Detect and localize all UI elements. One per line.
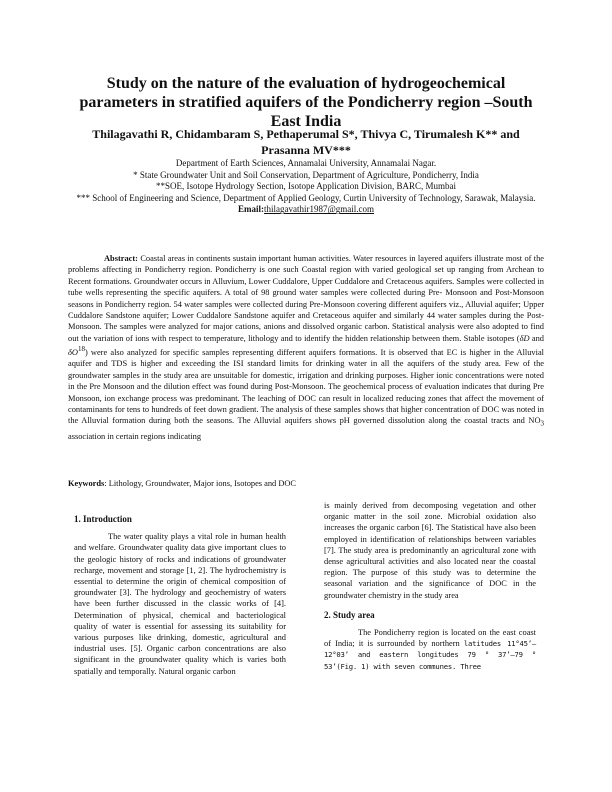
keywords	[68, 478, 544, 489]
delta-o-symbol: δO	[68, 348, 78, 358]
study-area-coordinates: latitudes 11°45’–12°03’ and eastern longitudes 79 ° 37’–79 ° 53’(Fig. 1) with seven communes. Three	[324, 639, 536, 671]
keywords-label: Keywords	[68, 479, 105, 488]
introduction-paragraph-2: is mainly derived from decomposing vegetation and other organic matter in the soil zone. Microbial oxidation also increases the organic carbon [6]. The Statistical have also been employed in identification of relationships between variables [7]. The study area is predominantly an agricultural zone with dense agricultural activities and also located near the coastal region. The purpose of this study was to determine the seasonal variation and the significance of DOC in the groundwater chemistry in the study area	[324, 501, 536, 600]
paper-title: Study on the nature of the evaluation of hydrogeochemical parameters in stratified aquifers of the Pondicherry region –South East India	[79, 75, 533, 130]
keywords-text: : Lithology, Groundwater, Major ions, Isotopes and DOC	[104, 479, 297, 488]
study-area-heading: 2. Study area	[324, 609, 375, 620]
abstract-text-1: Coastal areas in continents sustain important human activities. Water resources in layered aquifers illustrate most of the problems affecting in Pondicherry region. Pondicherry is one such Coastal region with varied geological set up ranging from Archean to Recent formations. Groundwater occurs in Alluvium, Lower Cuddalore, Upper Cuddalore and Cretaceous aquifers. Samples were collected in tube wells representing the specific aquifers. A total of 98 ground water samples were collected during Pre- Monsoon and Post-Monsoon seasons in Pondicherry region. 54 water samples were collected during Pre-Monsoon covering different aquifers viz., Alluvial aquifer; Upper Cuddalore Sandstone aquifer; Lower Cuddalore Sandstone aquifer and Cretaceous aquifer and similarly 44 water samples during the Post-Monsoon. The samples were analyzed for major cations, anions and dissolved organic carbon. Statistical analysis were also adopted to find out the variation of ions with respect to temperature, lithology and to identify the hidden relationship between them. Stable isotopes (	[68, 254, 544, 343]
left-column	[74, 514, 286, 677]
nitrate-subscript: 3	[540, 420, 544, 429]
abstract	[68, 253, 544, 442]
introduction-heading: 1. Introduction	[74, 514, 132, 524]
right-column	[324, 500, 536, 672]
abstract-and: and	[529, 333, 544, 343]
abstract-text-2: ) were also analyzed for specific samples representing different aquifers formations. It is observed that EC is higher in the Alluvial aquifer and TDS is higher and exceeding the ISI standard limits for drinking water in all the aquifers of the study area. Few of the groundwater samples in the study area are unsuitable for domestic, irrigation and drinking purposes. Higher ionic concentrations were noted in the Pre Monsoon and the dilution effect was found during Post-Monsoon. The geochemical process of evaluation indicates that during Pre Monsoon, ion exchange process was predominant. The leaching of DOC can result in localized reducing zones that affect the movement of contaminants for tens to hundreds of feet down gradient. The analysis of these samples shows that higher concentration of DOC was noted in the Alluvial formation during both the seasons. The Alluvial aquifers shows pH governed dissolution along the coastal tracts and NO	[68, 348, 544, 426]
affiliations	[72, 158, 540, 216]
email-label: Email:	[237, 204, 264, 215]
abstract-text-3: association in certain regions indicating	[68, 431, 202, 441]
email-line	[72, 204, 540, 216]
affiliation-1: Department of Earth Sciences, Annamalai University, Annamalai Nagar.	[175, 158, 437, 168]
affiliation-4: *** School of Engineering and Science, Department of Applied Geology, Curtin University of Technology, Sarawak, Malaysia.	[76, 192, 536, 203]
affiliation-2: * State Groundwater Unit and Soil Conservation, Department of Agriculture, Pondicherry, India	[133, 169, 479, 180]
email-link[interactable]: thilagavathir1987@gmail.com	[263, 204, 374, 215]
study-area-paragraph-1	[324, 627, 536, 672]
delta-d-symbol: δD	[519, 333, 530, 343]
abstract-label: Abstract:	[104, 254, 138, 263]
introduction-paragraph-1: The water quality plays a vital role in human health and welfare. Groundwater quality data give important clues to the geologic history of rocks and indications of groundwater recharge, movement and storage [1, 2]. The hydrochemistry is essential to determine the origin of chemical composition of groundwater [3]. The hydrology and geochemistry of waters have been further discussed in the classic works of [4]. Determination of physical, chemical and bacteriological quality of water is essential for assessing its suitability for various purposes like drinking, domestic, agricultural and industrial uses. [5]. Organic carbon concentrations are also significant in the groundwater quality which is varies both spatially and temporally. Natural organic carbon	[74, 532, 286, 676]
oxygen-isotope-superscript: 18	[77, 345, 85, 354]
affiliation-3: **SOE, Isotope Hydrology Section, Isotope Application Division, BARC, Mumbai	[156, 181, 456, 192]
author-list: Thilagavathi R, Chidambaram S, Pethaperumal S*, Thivya C, Tirumalesh K** and Prasanna MV***	[92, 127, 520, 157]
study-area-text: The Pondicherry region is located on the east coast of India; it is surrounded by northern	[324, 628, 536, 649]
